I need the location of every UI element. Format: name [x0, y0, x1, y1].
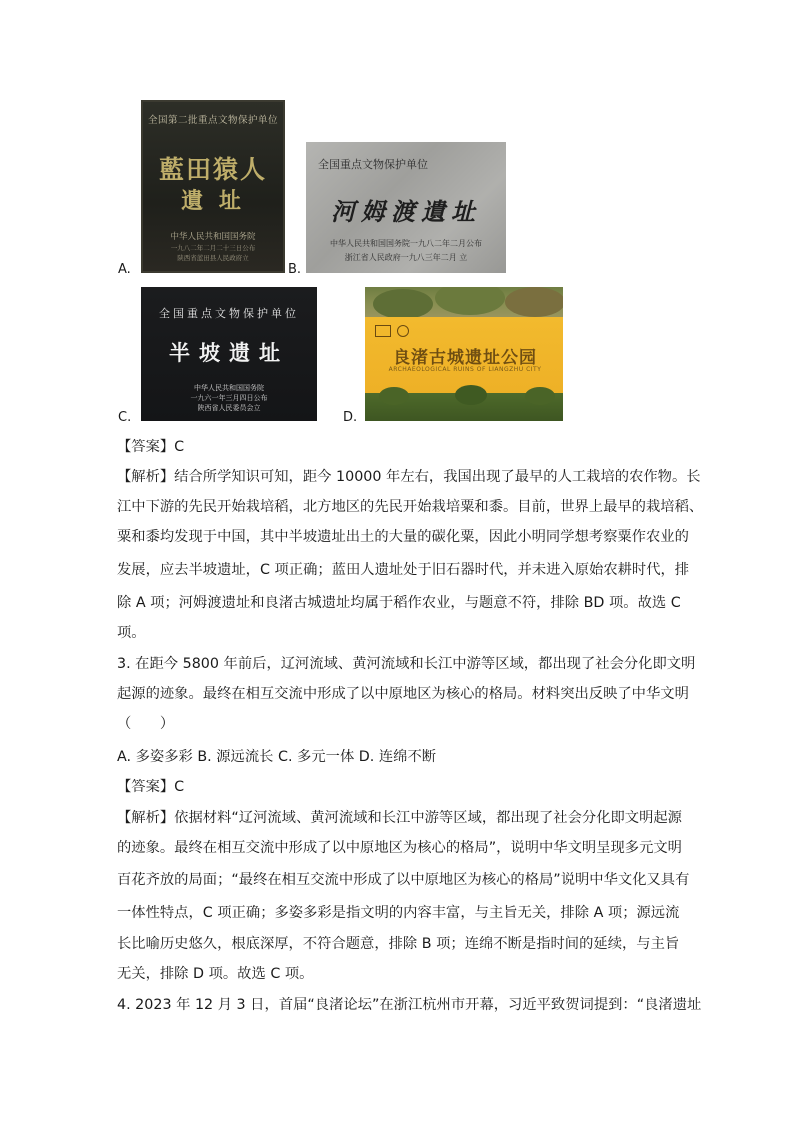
q4-stem-line: 4. 2023 年 12 月 3 日，首届“良渚论坛”在浙江杭州市开幕，习近平致贺词提到：“良渚遗址: [117, 997, 702, 1013]
q2-analysis-line: 江中下游的先民开始栽培稻，北方地区的先民开始栽培粟和黍。目前，世界上最早的栽培稻、: [117, 499, 704, 515]
q2-analysis-line: 除 A 项；河姆渡遗址和良渚古城遗址均属于稻作农业，与题意不符，排除 BD 项。故选 C: [117, 595, 681, 611]
option-b-image: [306, 142, 506, 273]
q3-analysis-line: 无关，排除 D 项。故选 C 项。: [117, 966, 314, 982]
plaque-title-second-line: 遺 址: [181, 188, 245, 214]
option-d-image: [365, 287, 563, 421]
option-a-letter: A.: [118, 262, 131, 277]
q3-stem-line: 起源的迹象。最终在相互交流中形成了以中原地区为核心的格局。材料突出反映了中华文明: [117, 686, 689, 702]
logo-emblem: [397, 325, 409, 337]
q3-analysis-line: 一体性特点，C 项正确；多姿多彩是指文明的内容丰富，与主旨无关，排除 A 项；源远流: [117, 905, 680, 921]
plaque-erector: 陕西省人民委员会立: [197, 404, 261, 412]
plaque-title: 河姆渡遺址: [331, 197, 481, 226]
option-d-letter: D.: [343, 410, 358, 425]
plaque-issuer-line: 中华人民共和国国务院一九八二年二月公布: [330, 239, 482, 248]
plaque-issuer: 中华人民共和国国务院: [194, 384, 264, 392]
shrub: [525, 387, 555, 405]
q3-choices: A. 多姿多彩 B. 源远流长 C. 多元一体 D. 连绵不断: [117, 749, 437, 765]
shrub: [455, 385, 487, 405]
q2-answer: 【答案】C: [117, 439, 185, 455]
q3-stem-blank: （ ）: [117, 716, 175, 732]
plaque-top-text: 全国第二批重点文物保护单位: [147, 115, 278, 126]
plaque-title: 半坡遗址: [169, 340, 289, 365]
option-c-letter: C.: [118, 410, 132, 425]
sign-subtitle: ARCHAEOLOGICAL RUINS OF LIANGZHU CITY: [388, 366, 542, 373]
q2-analysis-line: 粟和黍均发现于中国，其中半坡遗址出土的大量的碳化粟，因此小明同学想考察粟作农业的: [117, 529, 689, 545]
tree-canopy: [505, 287, 563, 317]
plaque-date: 一九六一年三月四日公布: [190, 394, 268, 402]
plaque-title: 藍田猿人: [158, 155, 267, 184]
q2-analysis-line: 【解析】结合所学知识可知，距今 10000 年左右，我国出现了最早的人工栽培的农作物。长: [117, 469, 701, 485]
q3-analysis-line: 长比喻历史悠久，根底深厚，不符合题意，排除 B 项；连绵不断是指时间的延续，与主旨: [117, 936, 680, 952]
option-c-image: [141, 287, 317, 421]
plaque-erector-line: 浙江省人民政府一九八三年二月 立: [344, 253, 468, 262]
plaque-issuer: 中华人民共和国国务院: [170, 232, 256, 242]
q3-analysis-line: 的迹象。最终在相互交流中形成了以中原地区为核心的格局”，说明中华文明呈现多元文明: [117, 840, 682, 856]
plaque-erector: 陕西省蓝田县人民政府立: [177, 254, 249, 262]
option-b-letter: B.: [288, 262, 302, 277]
tree-canopy: [373, 289, 433, 319]
q2-analysis-line: 发展，应去半坡遗址，C 项正确；蓝田人遗址处于旧石器时代，并未进入原始农耕时代，排: [117, 562, 690, 578]
q2-analysis-line: 项。: [117, 625, 146, 641]
sign-title: 良渚古城遗址公园: [393, 348, 537, 368]
q3-stem-line: 3. 在距今 5800 年前后，辽河流域、黄河流域和长江中游等区域，都出现了社会分化即文明: [117, 656, 696, 672]
q3-answer: 【答案】C: [117, 779, 185, 795]
q3-analysis-line: 百花齐放的局面；“最终在相互交流中形成了以中原地区为核心的格局”说明中华文化又具有: [117, 872, 690, 888]
option-a-image: [141, 100, 285, 273]
logo-emblem: [375, 325, 391, 337]
plaque-top-text: 全国重点文物保护单位: [159, 307, 299, 320]
shrub: [379, 387, 409, 405]
plaque-date: 一九八二年二月二十三日公布: [170, 244, 256, 252]
q3-analysis-line: 【解析】依据材料“辽河流域、黄河流域和长江中游等区域，都出现了社会分化即文明起源: [117, 810, 682, 826]
plaque-top-text: 全国重点文物保护单位: [318, 158, 428, 171]
